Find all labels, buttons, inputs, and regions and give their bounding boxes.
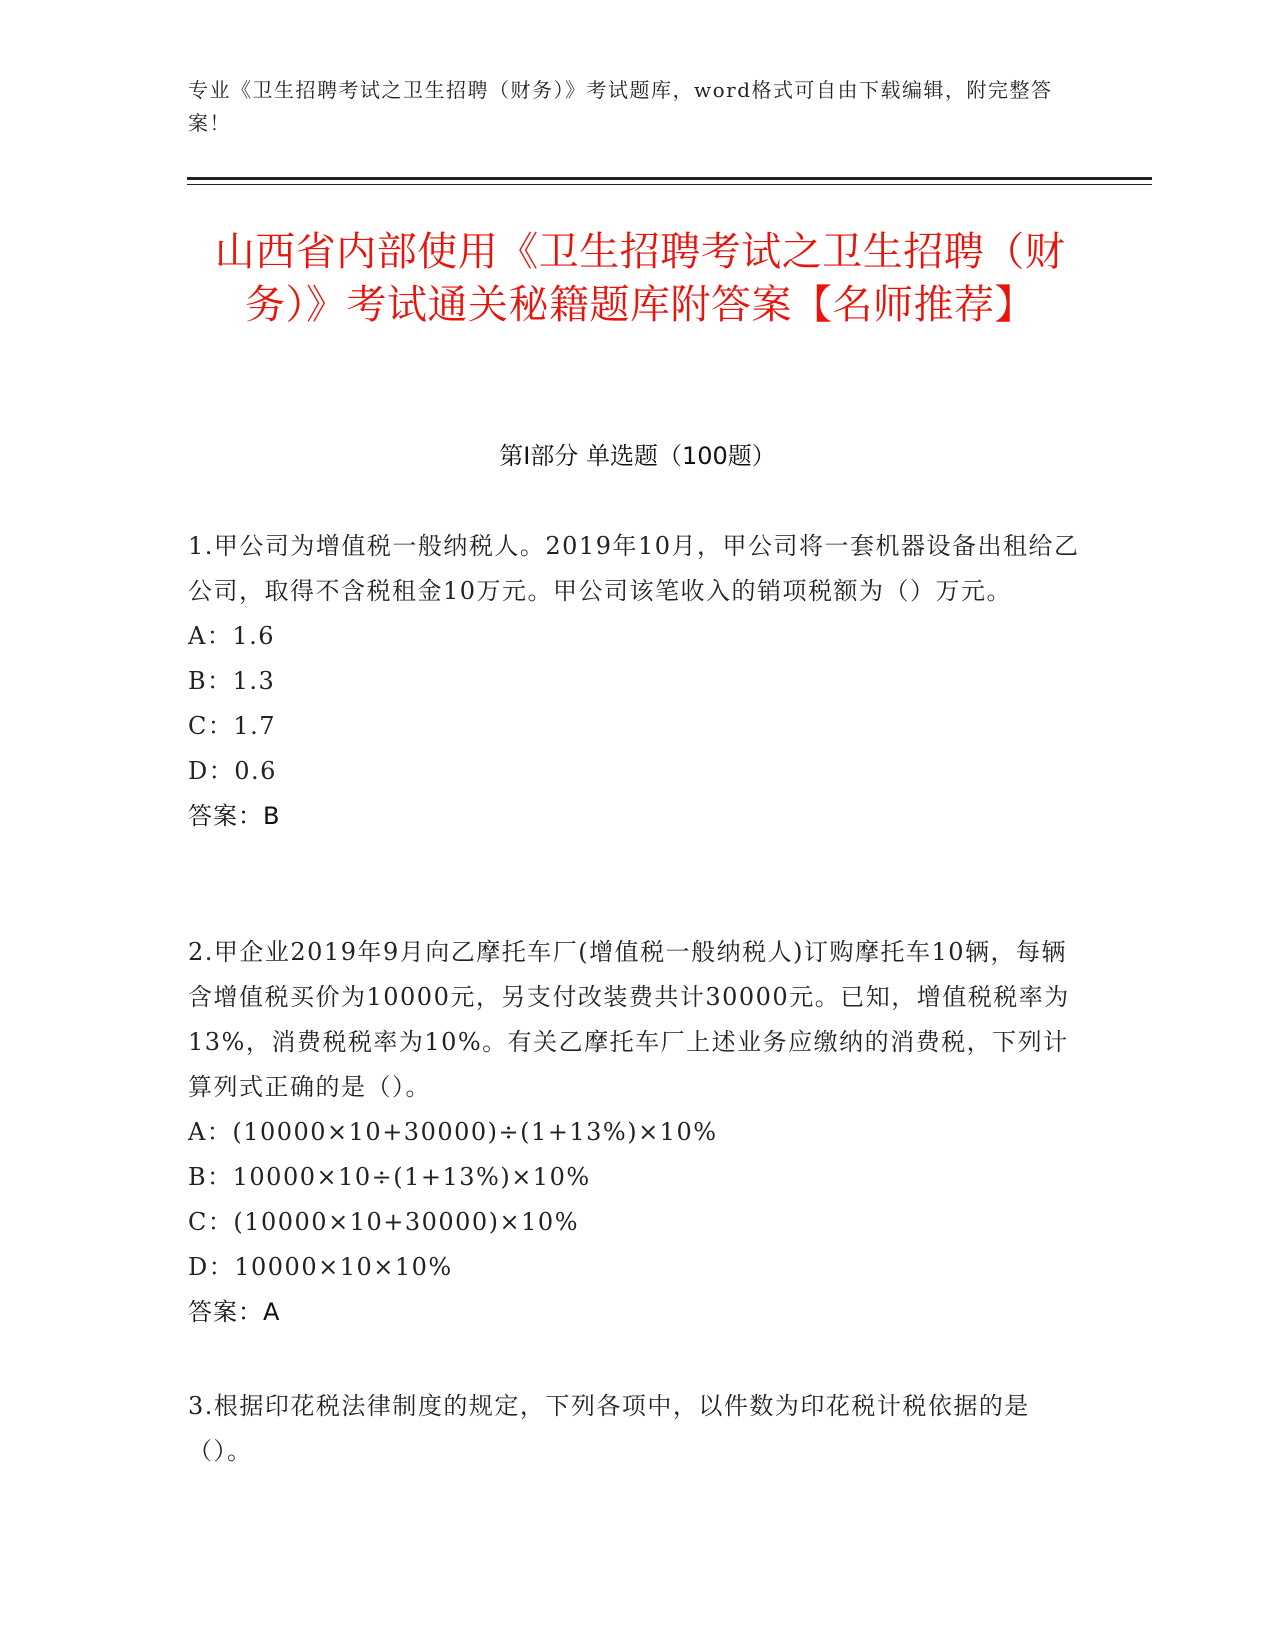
- option-a: A：(10000×10+30000)÷(1+13%)×10%: [188, 1118, 718, 1146]
- option-a: A：1.6: [188, 622, 275, 650]
- question-3: [188, 1384, 1088, 1474]
- header-note: 专业《卫生招聘考试之卫生招聘（财务）》考试题库，word格式可自由下载编辑，附完整答案！: [188, 78, 1053, 135]
- option-d: D：10000×10×10%: [188, 1253, 453, 1281]
- option-c: C：(10000×10+30000)×10%: [188, 1208, 579, 1236]
- question-stem: 2.甲企业2019年9月向乙摩托车厂(增值税一般纳税人)订购摩托车10辆，每辆含增值税买价为10000元，另支付改装费共计30000元。已知，增值税税率为13%，消费税税率为10%。有关乙摩托车厂上述业务应缴纳的消费税，下列计算列式正确的是（）。: [188, 938, 1070, 1101]
- option-c: C：1.7: [188, 712, 277, 740]
- question-stem: 1.甲公司为增值税一般纳税人。2019年10月，甲公司将一套机器设备出租给乙公司，取得不含税租金10万元。甲公司该笔收入的销项税额为（）万元。: [188, 532, 1080, 605]
- question-1: [188, 524, 1088, 839]
- question-2: [188, 930, 1088, 1335]
- answer: 答案：B: [188, 802, 281, 830]
- option-b: B：10000×10÷(1+13%)×10%: [188, 1163, 591, 1191]
- header-divider-thin: [187, 184, 1152, 185]
- option-b: B：1.3: [188, 667, 276, 695]
- header-divider-thick: [187, 177, 1152, 180]
- question-stem: 3.根据印花税法律制度的规定，下列各项中，以件数为印花税计税依据的是（）。: [188, 1392, 1030, 1465]
- answer: 答案：A: [188, 1298, 281, 1326]
- option-d: D：0.6: [188, 757, 277, 785]
- document-title: 山西省内部使用《卫生招聘考试之卫生招聘（财务）》考试通关秘籍题库附答案【名师推荐】: [214, 229, 1066, 328]
- section-title: 第I部分 单选题（100题）: [499, 442, 776, 470]
